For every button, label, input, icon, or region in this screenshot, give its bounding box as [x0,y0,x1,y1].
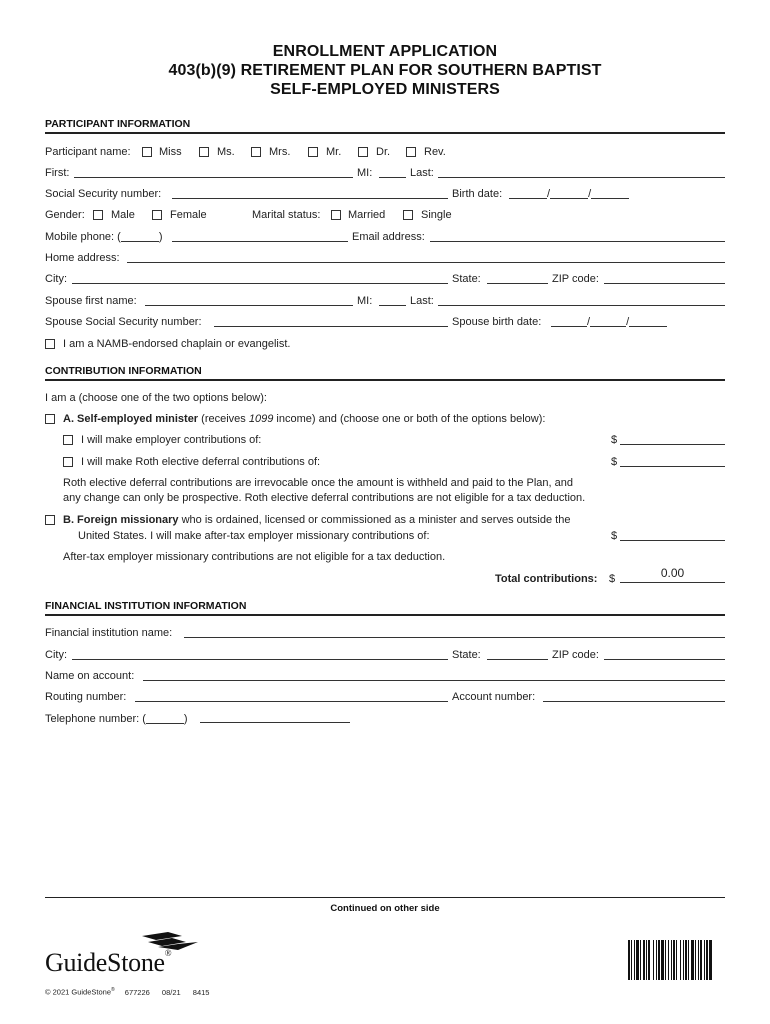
option-a-checkbox[interactable] [45,414,55,424]
state-field[interactable] [487,283,548,284]
account-number-field[interactable] [543,701,725,702]
form-title-line-1: ENROLLMENT APPLICATION [272,43,498,60]
last-name-field[interactable] [438,177,725,178]
option-b-checkbox[interactable] [45,515,55,525]
spouse-first-name-field[interactable] [145,305,353,306]
gender-label: Gender: [45,209,85,221]
title-mr-label: Mr. [326,146,342,158]
roth-note-line-1: Roth elective deferral contributions are irrevocable once the amount is withheld and paid to the Plan, and [63,477,573,489]
financial-institution-name-label: Financial institution name: [45,627,173,639]
marital-single-label: Single [421,209,452,221]
form-title-line-3: SELF-EMPLOYED MINISTERS [270,81,500,98]
form-code: 8415 [192,987,210,997]
title-ms-checkbox[interactable] [199,147,209,157]
option-a-label [63,413,545,426]
state-label: State: [452,273,481,285]
telephone-label-text: Telephone number: ( [45,713,146,725]
title-mr-checkbox[interactable] [308,147,318,157]
title-rev-checkbox[interactable] [406,147,416,157]
email-label: Email address: [352,231,425,243]
option-b-label [63,514,570,527]
marital-married-label: Married [348,209,386,221]
financial-city-label: City: [45,649,67,661]
routing-number-field[interactable] [135,701,448,702]
financial-institution-name-field[interactable] [184,637,725,638]
spouse-birth-date-field[interactable]: / / [551,316,667,329]
zip-label: ZIP code: [552,273,599,285]
marital-status-label: Marital status: [252,209,321,221]
option-b-title: B. Foreign missionary [63,514,179,526]
city-field[interactable] [72,283,448,284]
total-contributions-label: Total contributions: [495,573,598,585]
first-name-label: First: [45,167,70,179]
spouse-last-name-label: Last: [410,295,434,307]
option-a-text-2: income) and (choose one or both of the options below): [273,413,546,425]
gender-female-checkbox[interactable] [152,210,162,220]
contribution-section-rule [45,379,725,381]
title-dr-label: Dr. [376,146,391,158]
title-mrs-checkbox[interactable] [251,147,261,157]
copyright-registered-mark: ® [111,987,115,993]
financial-zip-label: ZIP code: [552,649,599,661]
employer-contribution-label: I will make employer contributions of: [81,434,262,446]
barcode-bar [709,940,712,980]
option-a-title: A. Self-employed minister [63,413,199,425]
contribution-intro: I am a (choose one of the two options below): [45,392,267,404]
namb-label: I am a NAMB-endorsed chaplain or evangelist. [63,338,291,350]
spouse-first-name-label: Spouse first name: [45,295,137,307]
contribution-section-heading: CONTRIBUTION INFORMATION [45,365,202,377]
guidestone-logo-text [45,948,171,978]
roth-contribution-checkbox[interactable] [63,457,73,467]
gender-male-label: Male [111,209,135,221]
home-address-label: Home address: [45,252,120,264]
marital-married-checkbox[interactable] [331,210,341,220]
spouse-ssn-field[interactable] [214,326,448,327]
marital-single-checkbox[interactable] [403,210,413,220]
roth-note-line-2: any change can only be prospective. Roth elective deferral contributions are not eligible for a tax deduction. [63,492,586,504]
employer-dollar-sign: $ [611,434,618,446]
roth-contribution-amount-field[interactable] [620,466,725,467]
missionary-contribution-amount-field[interactable] [620,540,725,541]
financial-section-heading: FINANCIAL INSTITUTION INFORMATION [45,600,247,612]
form-number: 677226 [124,987,150,997]
mobile-phone-label: Mobile phone: ( ) [45,231,163,243]
employer-contribution-amount-field[interactable] [620,444,725,445]
total-contributions-value: 0.00 [660,566,685,580]
spouse-mi-label: MI: [357,295,373,307]
last-name-label: Last: [410,167,434,179]
telephone-field[interactable] [200,722,350,723]
guidestone-logo-wordmark: GuideStone [45,948,165,977]
city-label: City: [45,273,67,285]
aftertax-note: After-tax employer missionary contributions are not eligible for a tax deduction. [63,551,446,563]
copyright-text: © 2021 GuideStone [45,987,111,997]
roth-dollar-sign: $ [611,456,618,468]
logo-registered-mark: ® [164,948,172,958]
title-mrs-label: Mrs. [269,146,291,158]
namb-checkbox[interactable] [45,339,55,349]
ssn-field[interactable] [172,198,448,199]
mobile-phone-field[interactable] [172,241,348,242]
option-a-text-1: (receives [198,413,249,425]
mobile-area-code-field[interactable] [121,231,159,242]
participant-name-label: Participant name: [45,146,131,158]
telephone-area-code-field[interactable] [146,713,184,724]
title-dr-checkbox[interactable] [358,147,368,157]
option-b-line-2: United States. I will make after-tax employer missionary contributions of: [78,530,430,542]
footer-rule [45,897,725,898]
ssn-label: Social Security number: [45,188,162,200]
total-contributions-field[interactable] [620,582,725,583]
financial-state-field[interactable] [487,659,548,660]
gender-male-checkbox[interactable] [93,210,103,220]
financial-city-field[interactable] [72,659,448,660]
telephone-label: Telephone number: ( ) [45,713,188,725]
first-name-field[interactable] [74,177,353,178]
spouse-last-name-field[interactable] [438,305,725,306]
option-b-text: who is ordained, licensed or commissioned as a minister and serves outside the [178,514,571,526]
mobile-phone-label-text: Mobile phone: ( [45,231,121,243]
financial-zip-field[interactable] [604,659,725,660]
copyright-line [45,987,209,997]
barcode-image [628,940,712,980]
form-title-line-2: 403(b)(9) RETIREMENT PLAN FOR SOUTHERN BAPTIST [168,62,602,79]
title-rev-label: Rev. [424,146,446,158]
email-field[interactable] [430,241,725,242]
name-on-account-field[interactable] [143,680,725,681]
title-miss-label: Miss [159,146,182,158]
birth-date-field[interactable]: / / [509,188,629,201]
zip-field[interactable] [604,283,725,284]
spouse-mi-field[interactable] [379,305,406,306]
participant-section-heading: PARTICIPANT INFORMATION [45,118,191,130]
gender-female-label: Female [170,209,207,221]
financial-section-rule [45,614,725,616]
missionary-dollar-sign: $ [611,530,618,542]
financial-state-label: State: [452,649,481,661]
birth-date-label: Birth date: [452,188,503,200]
participant-section-rule [45,132,725,134]
title-ms-label: Ms. [217,146,235,158]
form-date: 08/21 [161,987,181,997]
mi-label: MI: [357,167,373,179]
employer-contribution-checkbox[interactable] [63,435,73,445]
account-number-label: Account number: [452,691,536,703]
roth-contribution-label: I will make Roth elective deferral contributions of: [81,456,321,468]
continued-note: Continued on other side [330,903,440,914]
option-a-1099: 1099 [248,413,274,425]
name-on-account-label: Name on account: [45,670,135,682]
title-miss-checkbox[interactable] [142,147,152,157]
spouse-birth-date-label: Spouse birth date: [452,316,542,328]
home-address-field[interactable] [127,262,725,263]
routing-number-label: Routing number: [45,691,127,703]
total-dollar-sign: $ [609,573,616,585]
spouse-ssn-label: Spouse Social Security number: [45,316,202,328]
mi-field[interactable] [379,177,406,178]
